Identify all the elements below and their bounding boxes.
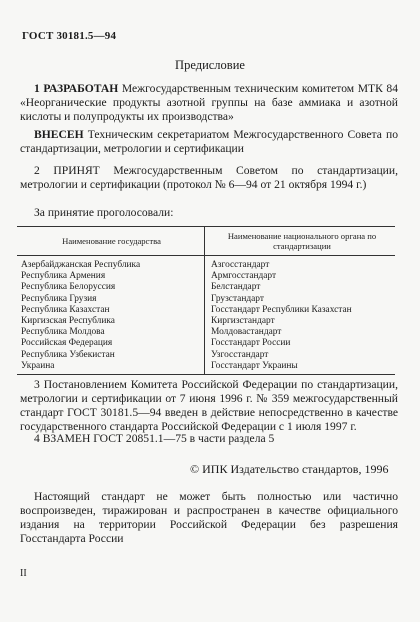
replaces-lead: 4 ВЗАМЕН ГОСТ	[34, 432, 124, 445]
adopted-paragraph	[20, 164, 398, 192]
state-cell: Азербайджанская Республика	[21, 260, 141, 270]
adopted-text: Межгосударственным Советом по стандартизации, метрологии и сертификации (протокол № 6—94 от 21 октября 1994 г.)	[20, 164, 398, 191]
state-cell: Республика Казахстан	[21, 304, 110, 315]
body-cell: Госстандарт России	[205, 338, 396, 349]
table-row	[17, 271, 395, 282]
column-header-body: Наименование национального органа по стандартизации	[205, 227, 396, 256]
foreword-title: Предисловие	[175, 58, 245, 72]
replaces-text: 20851.1—75 в части раздела 5	[123, 432, 275, 445]
body-cell: Госстандарт Украины	[205, 361, 396, 375]
table-row	[17, 256, 395, 272]
state-cell: Республика Молдова	[21, 327, 105, 338]
developed-text: Межгосударственным техническим комитетом МТК 84 «Неорганические продукты азотной группы на базе аммиака и азотной кислоты и полупродукты их производства»	[20, 82, 398, 123]
body-cell: Узгосстандарт	[205, 350, 396, 361]
replaces-paragraph	[20, 432, 398, 446]
resolution-paragraph: 3 Постановлением Комитета Российской Федерации по стандартизации, метрологии и сертификации от 7 июня 1996 г. № 359 межгосударственный стандарт ГОСТ 30181.5—94 введен в действие непосредственно в качестве государственного стандарта Российской Федерации с 1 июля 1997 г.	[20, 378, 398, 433]
table-row	[17, 316, 395, 327]
reproduction-notice: Настоящий стандарт не может быть полностью или частично воспроизведен, тиражирован и распространен в качестве официального издания на территории Российской Федерации без разрешения Госстандарта России	[20, 490, 398, 545]
body-cell: Киргизстандарт	[205, 316, 396, 327]
body-cell: Грузстандарт	[205, 294, 396, 305]
body-cell: Белстандарт	[205, 282, 396, 293]
states-table	[17, 226, 395, 375]
table-row	[17, 338, 395, 349]
table-row	[17, 294, 395, 305]
copyright-line: © ИПК Издательство стандартов, 1996	[190, 462, 389, 476]
submitted-paragraph	[20, 128, 398, 156]
table-row	[17, 282, 395, 293]
adopted-lead: 2 ПРИНЯТ	[34, 164, 100, 177]
body-cell: Молдовастандарт	[205, 327, 396, 338]
state-cell: Республика Узбекистан	[21, 349, 115, 360]
state-cell: Республика Белоруссия	[21, 282, 116, 293]
state-cell: Республика Грузия	[21, 293, 97, 304]
table-row	[17, 305, 395, 316]
vote-label: За принятие проголосовали:	[34, 206, 174, 219]
page-number: II	[20, 568, 27, 579]
table-row	[17, 327, 395, 338]
state-cell: Российская Федерация	[21, 338, 113, 349]
state-cell: Республика Армения	[21, 271, 106, 282]
body-cell: Госстандарт Республики Казахстан	[205, 305, 396, 316]
state-cell: Киргизская Республика	[21, 316, 115, 327]
column-header-state: Наименование государства	[17, 227, 205, 256]
standard-code-header: ГОСТ 30181.5—94	[22, 30, 117, 42]
developed-lead: 1 РАЗРАБОТАН	[34, 82, 119, 95]
developed-paragraph	[20, 82, 398, 124]
table-header-row	[17, 227, 395, 256]
submitted-lead: ВНЕСЕН	[34, 128, 84, 141]
submitted-text: Техническим секретариатом Межгосударственного Совета по стандартизации, метрологии и сертификации	[20, 128, 398, 155]
table-row	[17, 350, 395, 361]
body-cell: Азгосстандарт	[205, 256, 396, 272]
body-cell: Армгосстандарт	[205, 271, 396, 282]
table-row	[17, 361, 395, 375]
state-cell: Украина	[17, 361, 205, 375]
